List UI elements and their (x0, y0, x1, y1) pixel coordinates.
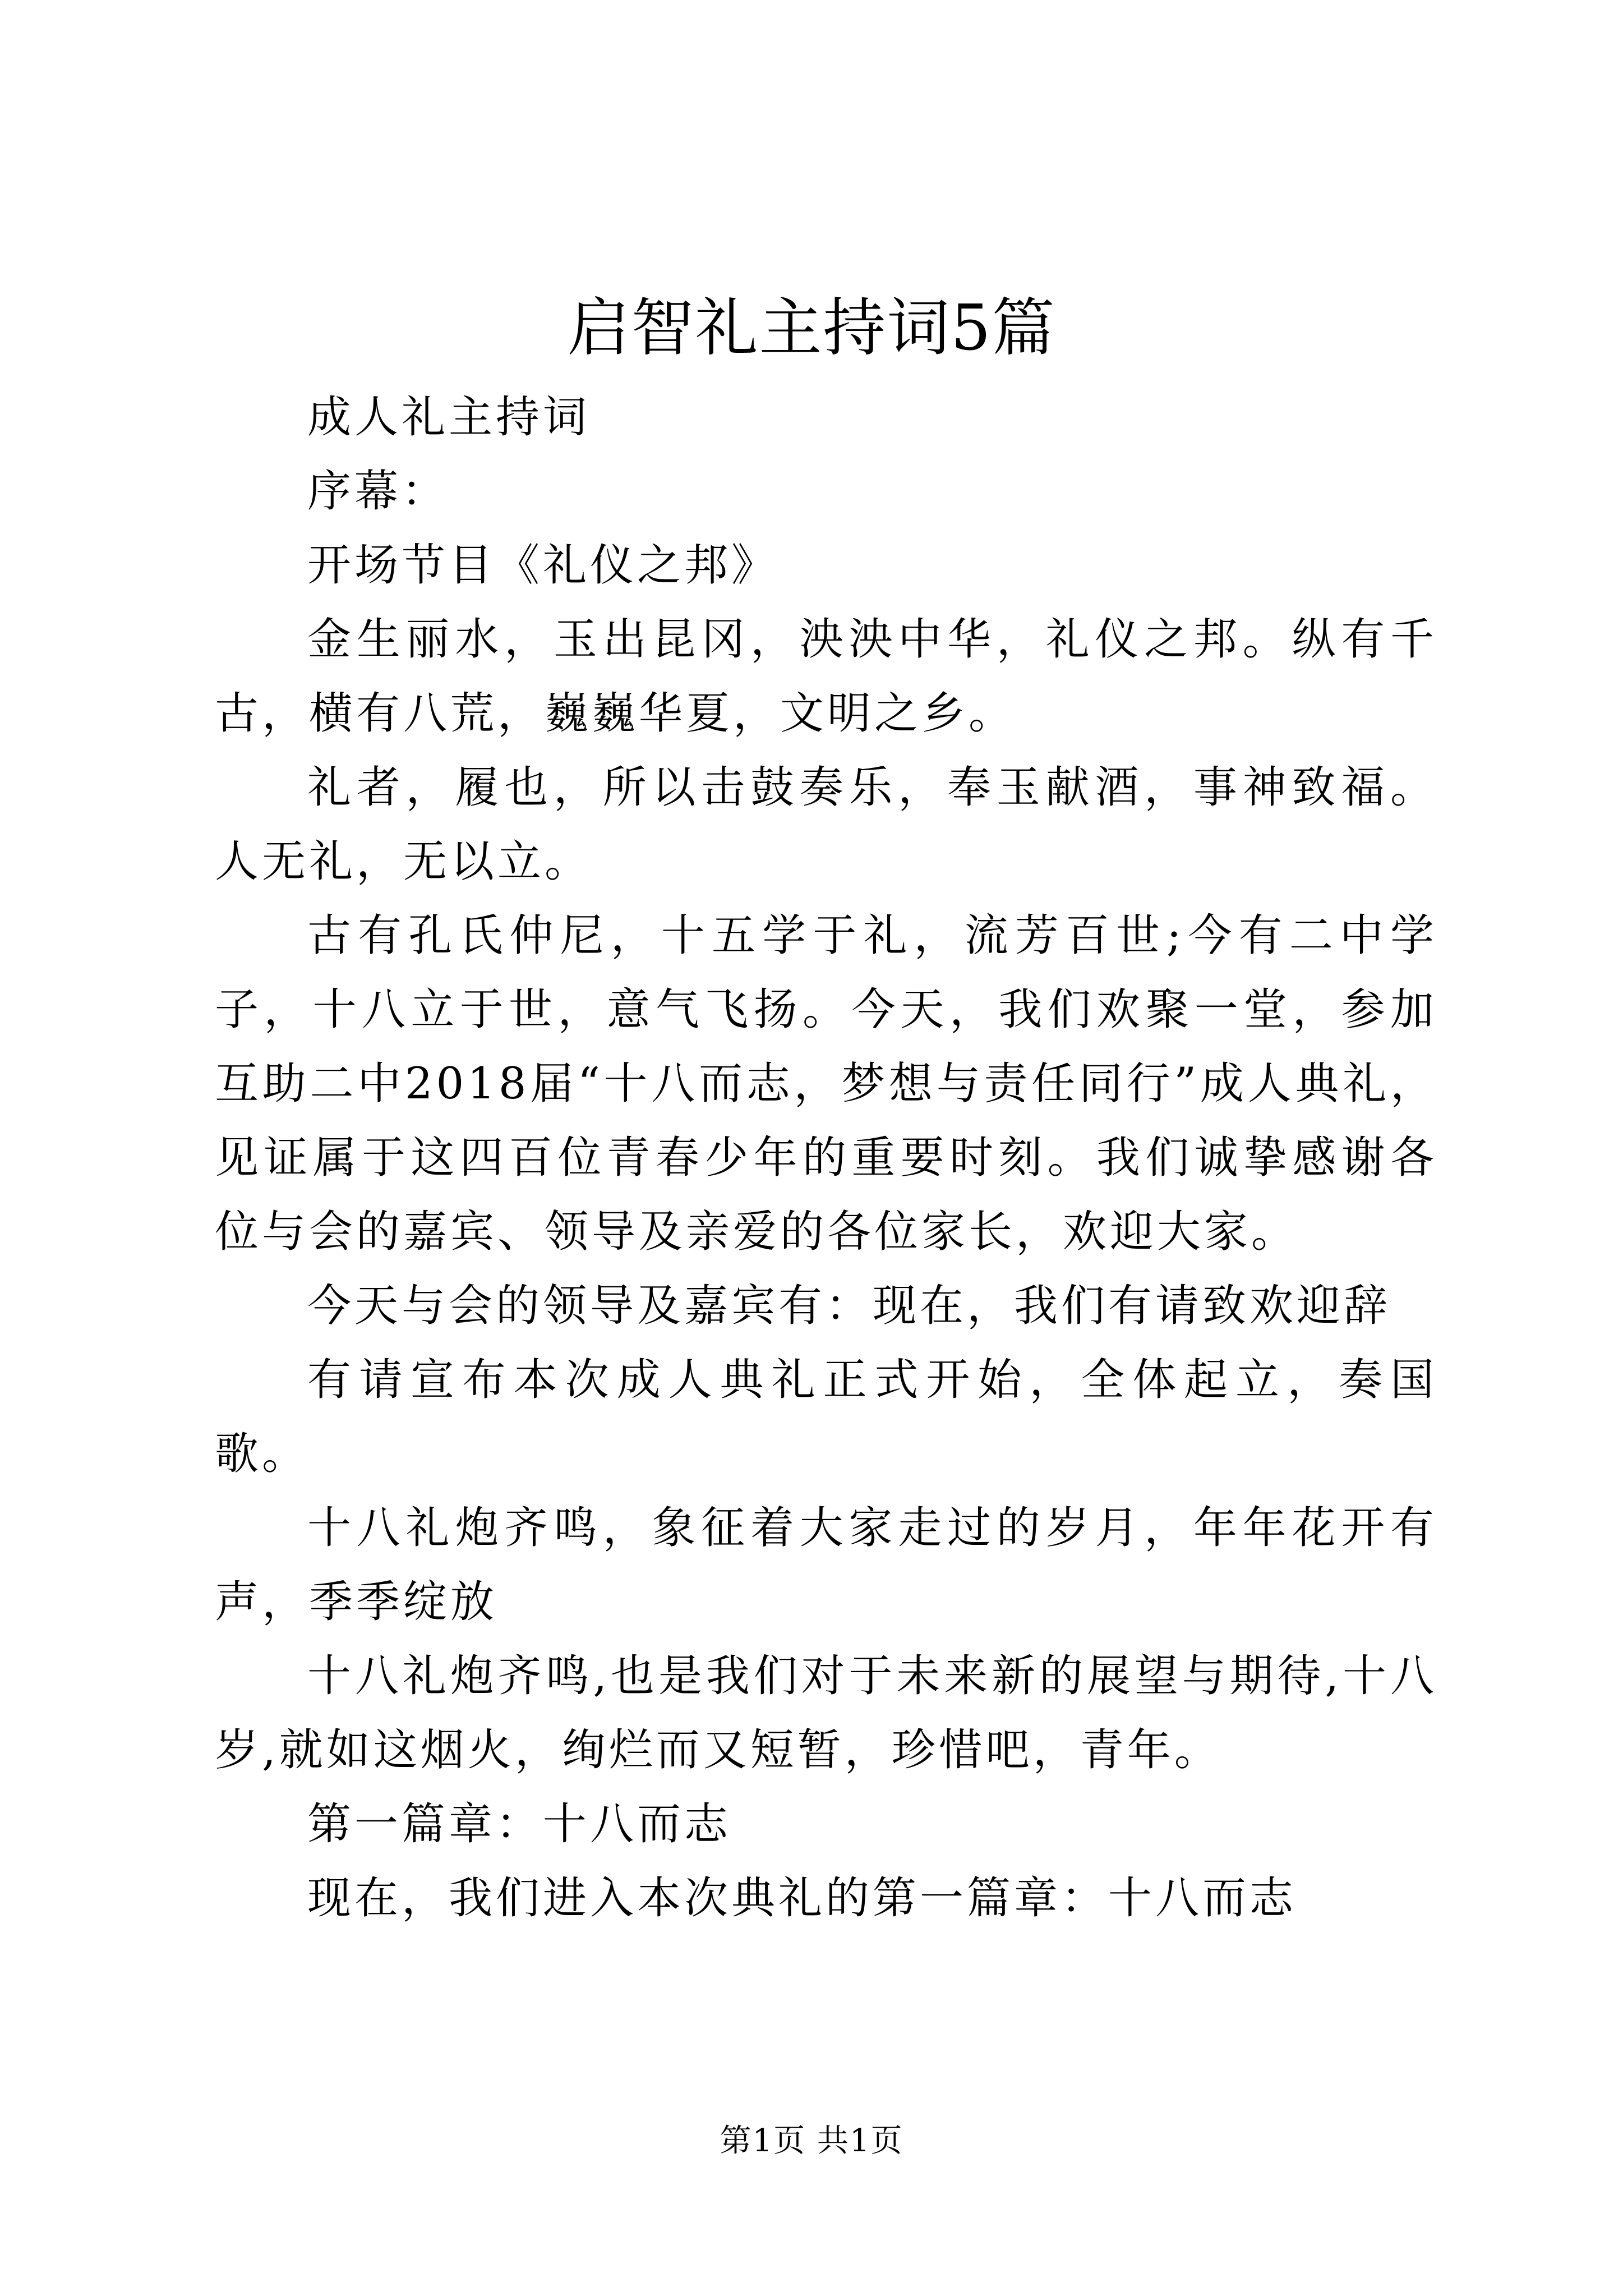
paragraph: 古有孔氏仲尼，十五学于礼，流芳百世;今有二中学子，十八立于世，意气飞扬。今天，我们欢聚一堂，参加互助二中2018届“十八而志，梦想与责任同行”成人典礼，见证属于这四百位青春少年的重要时刻。我们诚挚感谢各位与会的嘉宾、领导及亲爱的各位家长，欢迎大家。 (215, 910, 1437, 1257)
document-body (215, 380, 1437, 1935)
paragraph: 今天与会的领导及嘉宾有：现在，我们有请致欢迎辞 (307, 1281, 1391, 1331)
paragraph: 金生丽水，玉出昆冈，泱泱中华，礼仪之邦。纵有千古，横有八荒，巍巍华夏，文明之乡。 (215, 614, 1437, 739)
paragraph: 礼者，履也，所以击鼓奏乐，奉玉献酒，事神致福。人无礼，无以立。 (215, 762, 1437, 887)
paragraph: 第一篇章：十八而志 (307, 1799, 732, 1849)
paragraph: 十八礼炮齐鸣，象征着大家走过的岁月，年年花开有声，季季绽放 (215, 1503, 1437, 1627)
paragraph: 十八礼炮齐鸣,也是我们对于未来新的展望与期待,十八岁,就如这烟火，绚烂而又短暂，珍惜吧，青年。 (215, 1651, 1437, 1775)
paragraph: 现在，我们进入本次典礼的第一篇章：十八而志 (307, 1873, 1297, 1924)
paragraph: 成人礼主持词 (307, 392, 591, 443)
document-title: 启智礼主持词5篇 (567, 292, 1056, 365)
page-footer: 第1页 共1页 (720, 2123, 903, 2159)
paragraph: 序幕： (307, 466, 449, 517)
paragraph: 有请宣布本次成人典礼正式开始，全体起立，奏国歌。 (215, 1355, 1437, 1479)
paragraph: 开场节目《礼仪之邦》 (307, 540, 779, 591)
